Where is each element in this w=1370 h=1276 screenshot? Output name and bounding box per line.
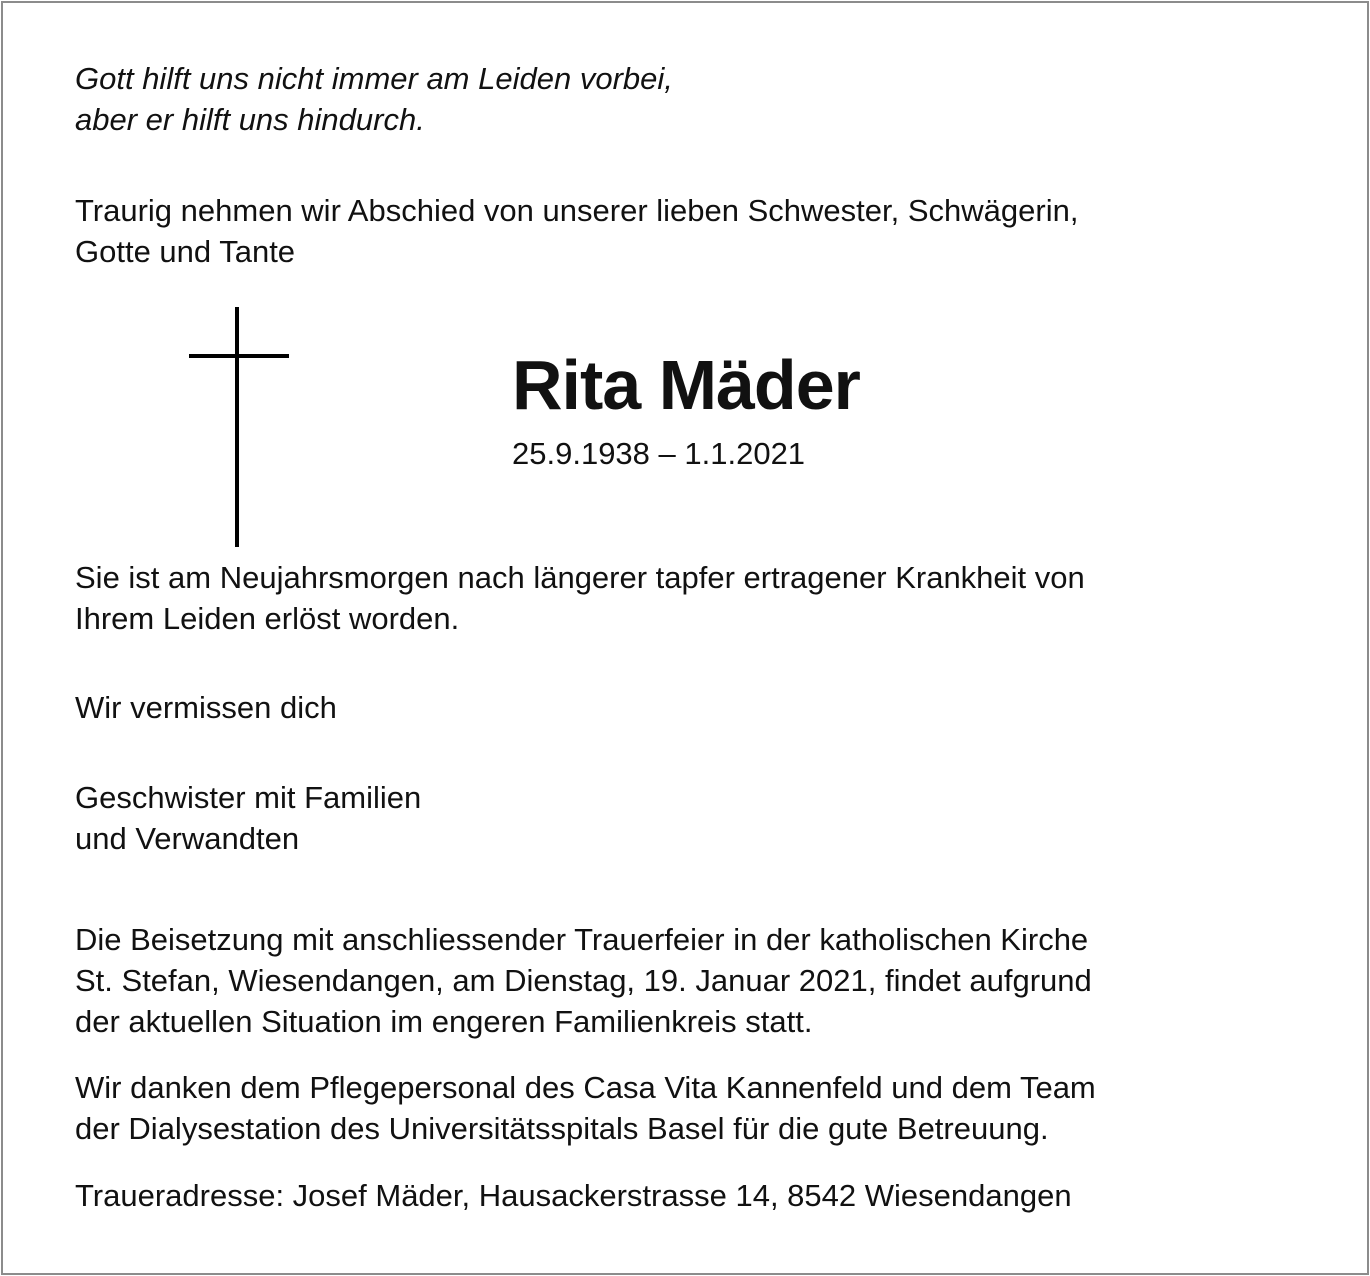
mourning-address: Traueradresse: Josef Mäder, Hausackerstrasse 14, 8542 Wiesendangen	[75, 1178, 1072, 1213]
miss-you-line: Wir vermissen dich	[75, 690, 337, 725]
thanks-line-1: Wir danken dem Pflegepersonal des Casa Vita Kannenfeld und dem Team	[75, 1070, 1096, 1105]
cross-vertical-bar	[235, 307, 239, 547]
funeral-line-2: St. Stefan, Wiesendangen, am Dienstag, 19. Januar 2021, findet aufgrund	[75, 963, 1092, 998]
intro-text	[75, 190, 1078, 272]
passing-line-1: Sie ist am Neujahrsmorgen nach längerer tapfer ertragener Krankheit von	[75, 560, 1085, 595]
motto-line-2: aber er hilft uns hindurch.	[75, 102, 425, 137]
motto-line-1: Gott hilft uns nicht immer am Leiden vorbei,	[75, 61, 673, 96]
thanks-paragraph	[75, 1067, 1096, 1149]
motto-quote	[75, 58, 673, 140]
cross-horizontal-bar	[189, 354, 289, 358]
cross-icon	[189, 307, 289, 547]
funeral-paragraph	[75, 919, 1092, 1042]
family-line-2: und Verwandten	[75, 821, 300, 856]
thanks-line-2: der Dialysestation des Universitätsspitals Basel für die gute Betreuung.	[75, 1111, 1049, 1146]
funeral-line-3: der aktuellen Situation im engeren Familienkreis statt.	[75, 1004, 813, 1039]
intro-line-2: Gotte und Tante	[75, 234, 296, 269]
passing-paragraph	[75, 557, 1085, 639]
intro-line-1: Traurig nehmen wir Abschied von unserer lieben Schwester, Schwägerin,	[75, 193, 1079, 228]
family-signature	[75, 777, 421, 859]
family-line-1: Geschwister mit Familien	[75, 780, 422, 815]
life-dates: 25.9.1938 – 1.1.2021	[512, 436, 806, 471]
passing-line-2: Ihrem Leiden erlöst worden.	[75, 601, 460, 636]
funeral-line-1: Die Beisetzung mit anschliessender Trauerfeier in der katholischen Kirche	[75, 922, 1089, 957]
deceased-name: Rita Mäder	[512, 346, 860, 424]
